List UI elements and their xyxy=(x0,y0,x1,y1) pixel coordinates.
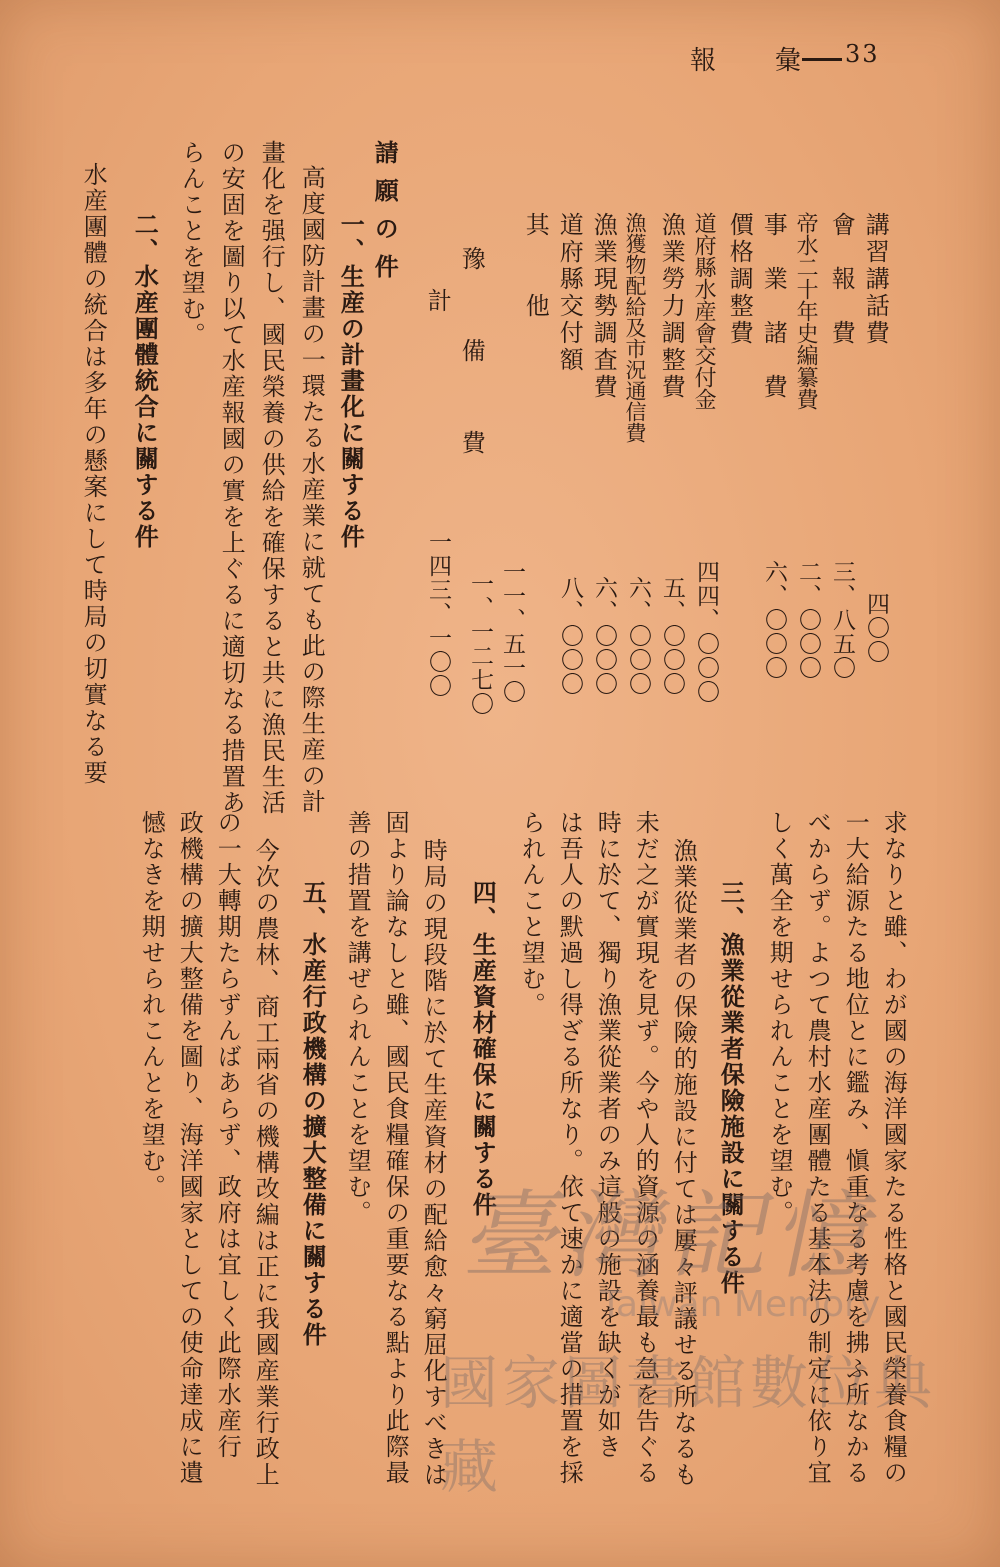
item1-line: 畫化を强行し、國民榮養の供給を確保すると共に漁民生活 xyxy=(257,140,286,816)
watermark-chinese: 國家圖書館數位典藏 xyxy=(440,1349,937,1501)
item3-line: 時に於て、獨り漁業從業者のみ這般の施設を缺くが如き xyxy=(593,810,622,1460)
budget-label: 其 他 xyxy=(521,212,550,320)
budget-label: 事 業 諸 費 xyxy=(759,212,788,401)
budget-label: 會 報 費 xyxy=(827,212,856,347)
budget-amount: 三、八五〇 xyxy=(829,560,855,680)
item5-heading: 五、水産行政機構の擴大整備に關する件 xyxy=(298,880,328,1348)
budget-amount: 四四、〇〇〇 xyxy=(693,560,719,704)
budget-amount: 六、〇〇〇 xyxy=(625,576,651,696)
item2-cont-line: 一大給源たる地位とに鑑み、愼重なる考慮を拂ふ所なかる xyxy=(841,810,870,1486)
item4-line: 善の措置を講ぜられんことを望む。 xyxy=(343,810,372,1226)
item2-line: 水産團體の統合は多年の懸案にして時局の切實なる要 xyxy=(79,162,108,786)
item5-line: の一大轉期たらずんばあらず、政府は宜しく此際水産行 xyxy=(213,810,242,1460)
item3-line: られんこと望む。 xyxy=(517,810,546,1018)
page-header xyxy=(680,40,880,80)
budget-amount: 八、〇〇〇 xyxy=(557,576,583,696)
item2-cont-line: べからず。よつて農村水産團體たる基本法の制定に依り宜 xyxy=(803,810,832,1486)
budget-label: 漁獲物配給及市況通信費 xyxy=(623,212,648,443)
watermark-english: Taiwan Memory xyxy=(600,1284,881,1325)
budget-label: 帝水二十年史編纂費 xyxy=(793,212,819,410)
item4-line: 時局の現段階に於て生産資材の配給愈々窮屈化すべきは xyxy=(419,838,448,1488)
budget-amount: 六、〇〇〇 xyxy=(591,576,617,696)
item3-line: 漁業從業者の保險的施設に付ては屢々評議せる所なるも xyxy=(669,838,698,1488)
item5-line: 政機構の擴大整備を圖り、海洋國家としての使命達成に遺 xyxy=(175,810,204,1486)
budget-label: 漁業勞力調整費 xyxy=(657,212,686,401)
budget-amount: 四〇〇 xyxy=(863,592,889,664)
budget-label: 道府縣水産會交付金 xyxy=(691,212,717,410)
header-section: 報 xyxy=(690,46,719,76)
item2-cont-line: しく萬全を期せられんことを望む。 xyxy=(765,810,794,1226)
item3-heading: 三、漁業從業者保險施設に關する件 xyxy=(716,880,746,1296)
item4-heading: 四、生産資材確保に關する件 xyxy=(468,880,498,1218)
budget-amount: 五、〇〇〇 xyxy=(659,576,685,696)
budget-label: 講習講話費 xyxy=(861,212,890,347)
petition-title: 請願の件 xyxy=(370,140,400,292)
budget-label: 道府縣交付額 xyxy=(555,212,584,374)
budget-label: 豫 備 費 xyxy=(457,246,486,476)
budget-amount: 一一、五一〇 xyxy=(499,560,525,704)
item3-line: 未だ之が實現を見ず。今や人的資源の涵養最も急を告ぐる xyxy=(631,810,660,1486)
budget-label: 價格調整費 xyxy=(725,212,754,347)
item5-line: 今次の農林、商工兩省の機構改編は正に我國産業行政上 xyxy=(251,838,280,1488)
item1-line: らんことを望む。 xyxy=(177,140,206,348)
watermark-calligraphy: 臺灣記憶 xyxy=(456,1180,897,1292)
item4-line: 固より論なしと雖、國民食糧確保の重要なる點より此際最 xyxy=(381,810,410,1486)
item1-line: の安固を圖り以て水産報國の實を上ぐるに適切なる措置あ xyxy=(217,140,246,816)
budget-label: 漁業現勢調査費 xyxy=(589,212,618,401)
page-number: 33 xyxy=(845,40,880,68)
item5-line: 憾なきを期せられこんとを望む。 xyxy=(137,810,166,1200)
item2-cont-line: 求なりと雖、わが國の海洋國家たる性格と國民榮養食糧の xyxy=(879,810,908,1486)
item1-heading: 一、生産の計畫化に關する件 xyxy=(336,212,366,550)
item1-line: 高度國防計畫の一環たる水産業に就ても此の際生産の計 xyxy=(297,165,326,815)
header-rule xyxy=(802,58,842,61)
budget-total-amount: 一四三、一〇〇 xyxy=(425,530,451,698)
budget-amount: 一、一二七〇 xyxy=(467,572,493,716)
item3-line: は吾人の默過し得ざる所なり。依て速かに適當の措置を採 xyxy=(555,810,584,1486)
budget-total-label: 計 xyxy=(423,288,452,318)
budget-amount: 六、〇〇〇 xyxy=(761,560,787,680)
header-subsection: 彙 xyxy=(775,46,804,76)
budget-amount: 二、〇〇〇 xyxy=(795,560,821,680)
item2-heading: 二、水産團體統合に關する件 xyxy=(130,212,160,550)
